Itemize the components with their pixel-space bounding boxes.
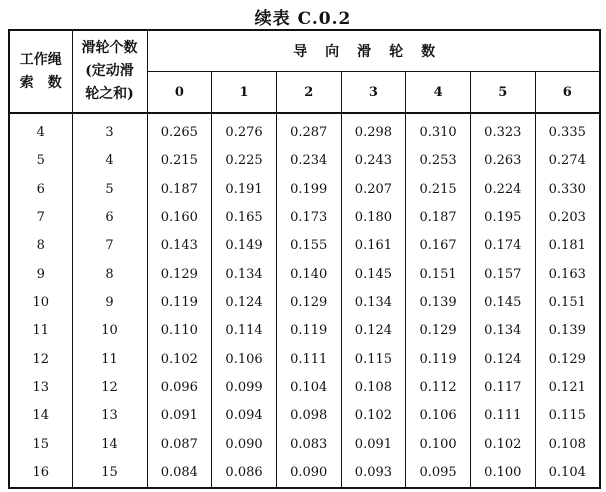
header-pulley-count-line2: (定动滑 bbox=[85, 63, 134, 79]
coefficient-cell: 0.165 bbox=[212, 203, 277, 231]
table-row bbox=[9, 175, 600, 203]
coefficient-cell: 0.106 bbox=[406, 402, 471, 430]
coefficient-cell: 0.274 bbox=[535, 147, 600, 175]
coefficient-cell: 0.224 bbox=[470, 175, 535, 203]
coefficient-cell: 0.124 bbox=[212, 288, 277, 316]
coefficient-cell: 0.110 bbox=[147, 317, 212, 345]
coefficient-cell: 0.111 bbox=[470, 402, 535, 430]
coefficient-cell: 0.155 bbox=[276, 232, 341, 260]
coefficient-cell: 0.095 bbox=[406, 458, 471, 488]
coefficient-cell: 0.195 bbox=[470, 203, 535, 231]
coefficient-cell: 0.149 bbox=[212, 232, 277, 260]
table-row bbox=[9, 260, 600, 288]
rope-count-cell: 11 bbox=[9, 317, 72, 345]
rope-count-cell: 13 bbox=[9, 373, 72, 401]
coefficient-cell: 0.298 bbox=[341, 113, 406, 147]
coefficient-cell: 0.173 bbox=[276, 203, 341, 231]
header-pulley-count bbox=[72, 30, 147, 113]
coefficient-cell: 0.134 bbox=[212, 260, 277, 288]
coefficient-cell: 0.108 bbox=[341, 373, 406, 401]
table-row bbox=[9, 232, 600, 260]
table-row bbox=[9, 113, 600, 147]
coefficient-cell: 0.335 bbox=[535, 113, 600, 147]
pulley-count-cell: 4 bbox=[72, 147, 147, 175]
header-guide-5: 5 bbox=[470, 72, 535, 114]
coefficient-cell: 0.151 bbox=[406, 260, 471, 288]
table-row bbox=[9, 458, 600, 488]
pulley-count-cell: 10 bbox=[72, 317, 147, 345]
coefficient-cell: 0.265 bbox=[147, 113, 212, 147]
coefficient-cell: 0.234 bbox=[276, 147, 341, 175]
coefficient-cell: 0.115 bbox=[535, 402, 600, 430]
coefficient-cell: 0.100 bbox=[470, 458, 535, 488]
rope-count-cell: 5 bbox=[9, 147, 72, 175]
coefficient-cell: 0.102 bbox=[147, 345, 212, 373]
coefficient-cell: 0.112 bbox=[406, 373, 471, 401]
coefficient-cell: 0.093 bbox=[341, 458, 406, 488]
coefficient-cell: 0.203 bbox=[535, 203, 600, 231]
coefficient-cell: 0.124 bbox=[341, 317, 406, 345]
coefficient-cell: 0.087 bbox=[147, 430, 212, 458]
rope-count-cell: 14 bbox=[9, 402, 72, 430]
coefficient-cell: 0.102 bbox=[341, 402, 406, 430]
coefficient-cell: 0.134 bbox=[470, 317, 535, 345]
coefficient-cell: 0.098 bbox=[276, 402, 341, 430]
pulley-count-cell: 8 bbox=[72, 260, 147, 288]
coefficient-cell: 0.100 bbox=[406, 430, 471, 458]
coefficient-cell: 0.330 bbox=[535, 175, 600, 203]
header-guide-1: 1 bbox=[212, 72, 277, 114]
table-row bbox=[9, 288, 600, 316]
coefficient-cell: 0.129 bbox=[406, 317, 471, 345]
coefficient-cell: 0.145 bbox=[341, 260, 406, 288]
rope-count-cell: 16 bbox=[9, 458, 72, 488]
rope-count-cell: 10 bbox=[9, 288, 72, 316]
coefficient-cell: 0.181 bbox=[535, 232, 600, 260]
coefficient-cell: 0.083 bbox=[276, 430, 341, 458]
table-body bbox=[9, 113, 600, 488]
coefficient-cell: 0.124 bbox=[470, 345, 535, 373]
coefficient-cell: 0.287 bbox=[276, 113, 341, 147]
coefficient-cell: 0.191 bbox=[212, 175, 277, 203]
pulley-count-cell: 5 bbox=[72, 175, 147, 203]
header-pulley-count-line3: 轮之和) bbox=[85, 86, 134, 102]
coefficient-cell: 0.111 bbox=[276, 345, 341, 373]
coefficient-cell: 0.099 bbox=[212, 373, 277, 401]
coefficient-cell: 0.108 bbox=[535, 430, 600, 458]
coefficient-cell: 0.119 bbox=[147, 288, 212, 316]
coefficient-cell: 0.084 bbox=[147, 458, 212, 488]
coefficient-cell: 0.323 bbox=[470, 113, 535, 147]
header-rope-count-line2: 索 数 bbox=[19, 74, 62, 91]
coefficient-cell: 0.215 bbox=[406, 175, 471, 203]
coefficient-cell: 0.091 bbox=[147, 402, 212, 430]
coefficient-cell: 0.134 bbox=[341, 288, 406, 316]
pulley-coefficient-table bbox=[8, 29, 601, 489]
coefficient-cell: 0.207 bbox=[341, 175, 406, 203]
pulley-count-cell: 3 bbox=[72, 113, 147, 147]
pulley-count-cell: 7 bbox=[72, 232, 147, 260]
coefficient-cell: 0.104 bbox=[276, 373, 341, 401]
coefficient-cell: 0.174 bbox=[470, 232, 535, 260]
table-row bbox=[9, 345, 600, 373]
coefficient-cell: 0.119 bbox=[276, 317, 341, 345]
table-row bbox=[9, 203, 600, 231]
rope-count-cell: 7 bbox=[9, 203, 72, 231]
pulley-count-cell: 6 bbox=[72, 203, 147, 231]
coefficient-cell: 0.163 bbox=[535, 260, 600, 288]
coefficient-cell: 0.225 bbox=[212, 147, 277, 175]
coefficient-cell: 0.102 bbox=[470, 430, 535, 458]
header-pulley-count-line1: 滑轮个数 bbox=[81, 40, 138, 56]
coefficient-cell: 0.199 bbox=[276, 175, 341, 203]
rope-count-cell: 12 bbox=[9, 345, 72, 373]
coefficient-cell: 0.139 bbox=[535, 317, 600, 345]
header-rope-count-line1: 工作绳 bbox=[19, 51, 62, 68]
coefficient-cell: 0.117 bbox=[470, 373, 535, 401]
table-row bbox=[9, 147, 600, 175]
header-guide-2: 2 bbox=[276, 72, 341, 114]
coefficient-cell: 0.160 bbox=[147, 203, 212, 231]
coefficient-cell: 0.129 bbox=[535, 345, 600, 373]
coefficient-cell: 0.167 bbox=[406, 232, 471, 260]
pulley-count-cell: 15 bbox=[72, 458, 147, 488]
header-guide-4: 4 bbox=[406, 72, 471, 114]
pulley-count-cell: 9 bbox=[72, 288, 147, 316]
coefficient-cell: 0.161 bbox=[341, 232, 406, 260]
coefficient-cell: 0.121 bbox=[535, 373, 600, 401]
coefficient-cell: 0.157 bbox=[470, 260, 535, 288]
table-row bbox=[9, 430, 600, 458]
coefficient-cell: 0.253 bbox=[406, 147, 471, 175]
coefficient-cell: 0.086 bbox=[212, 458, 277, 488]
header-guide-pulley-count: 导向滑轮数 bbox=[147, 30, 600, 72]
header-guide-3: 3 bbox=[341, 72, 406, 114]
pulley-count-cell: 13 bbox=[72, 402, 147, 430]
coefficient-cell: 0.094 bbox=[212, 402, 277, 430]
header-rope-count bbox=[9, 30, 72, 113]
coefficient-cell: 0.090 bbox=[212, 430, 277, 458]
header-guide-6: 6 bbox=[535, 72, 600, 114]
coefficient-cell: 0.129 bbox=[147, 260, 212, 288]
rope-count-cell: 4 bbox=[9, 113, 72, 147]
rope-count-cell: 6 bbox=[9, 175, 72, 203]
coefficient-cell: 0.215 bbox=[147, 147, 212, 175]
coefficient-cell: 0.243 bbox=[341, 147, 406, 175]
table-caption: 续表 C.0.2 bbox=[254, 9, 352, 29]
coefficient-cell: 0.090 bbox=[276, 458, 341, 488]
coefficient-cell: 0.114 bbox=[212, 317, 277, 345]
coefficient-cell: 0.276 bbox=[212, 113, 277, 147]
table-row bbox=[9, 402, 600, 430]
coefficient-cell: 0.096 bbox=[147, 373, 212, 401]
coefficient-cell: 0.104 bbox=[535, 458, 600, 488]
coefficient-cell: 0.187 bbox=[406, 203, 471, 231]
coefficient-cell: 0.106 bbox=[212, 345, 277, 373]
coefficient-cell: 0.119 bbox=[406, 345, 471, 373]
coefficient-cell: 0.139 bbox=[406, 288, 471, 316]
rope-count-cell: 9 bbox=[9, 260, 72, 288]
pulley-count-cell: 11 bbox=[72, 345, 147, 373]
coefficient-cell: 0.143 bbox=[147, 232, 212, 260]
coefficient-cell: 0.091 bbox=[341, 430, 406, 458]
coefficient-cell: 0.263 bbox=[470, 147, 535, 175]
coefficient-cell: 0.151 bbox=[535, 288, 600, 316]
table-row bbox=[9, 373, 600, 401]
rope-count-cell: 15 bbox=[9, 430, 72, 458]
coefficient-cell: 0.115 bbox=[341, 345, 406, 373]
table-row bbox=[9, 317, 600, 345]
rope-count-cell: 8 bbox=[9, 232, 72, 260]
coefficient-cell: 0.187 bbox=[147, 175, 212, 203]
coefficient-cell: 0.145 bbox=[470, 288, 535, 316]
coefficient-cell: 0.310 bbox=[406, 113, 471, 147]
header-guide-0: 0 bbox=[147, 72, 212, 114]
coefficient-cell: 0.180 bbox=[341, 203, 406, 231]
coefficient-cell: 0.140 bbox=[276, 260, 341, 288]
pulley-count-cell: 12 bbox=[72, 373, 147, 401]
coefficient-cell: 0.129 bbox=[276, 288, 341, 316]
pulley-count-cell: 14 bbox=[72, 430, 147, 458]
